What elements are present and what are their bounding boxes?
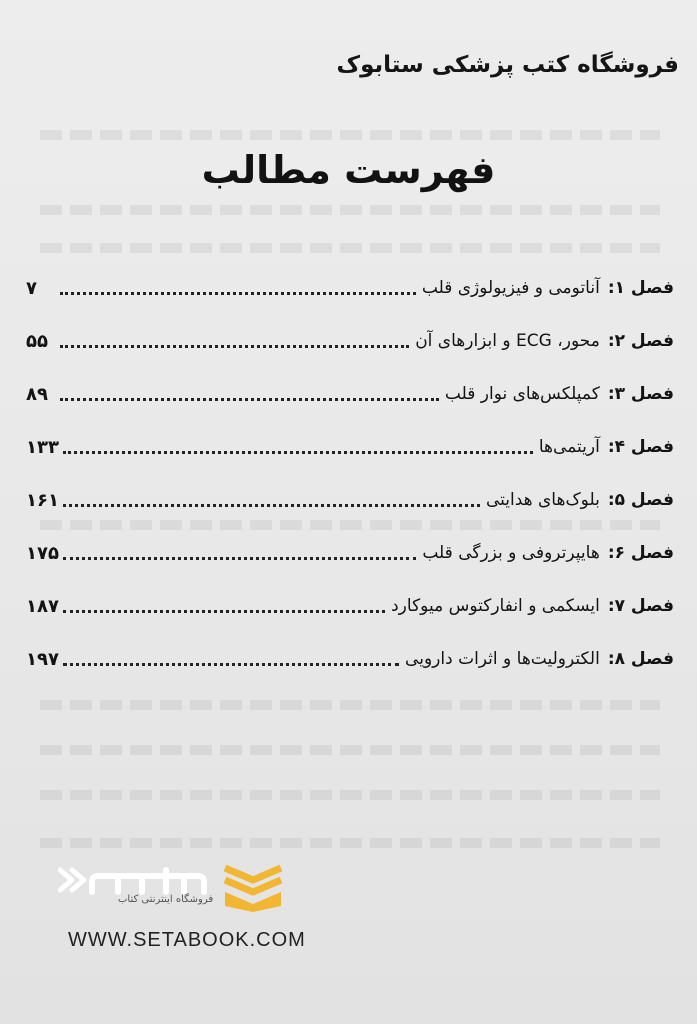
toc-chapter-title: بلوک‌های هدایتی xyxy=(485,490,600,510)
toc-chapter-number: فصل ۷: xyxy=(607,596,674,616)
toc-row xyxy=(26,429,674,465)
toc-page-number: ۱۷۵ xyxy=(26,542,59,564)
bleed-through-text xyxy=(40,205,660,215)
bleed-through-text xyxy=(40,745,660,755)
toc-chapter-title: ایسکمی و انفارکتوس میوکارد xyxy=(391,596,600,616)
toc-chapter-number: فصل ۳: xyxy=(607,384,674,404)
toc-page-number: ۱۸۷ xyxy=(26,595,59,617)
toc-chapter-title: آریتمی‌ها xyxy=(538,437,600,457)
toc-page-number: ۱۹۷ xyxy=(26,648,59,670)
toc-row xyxy=(26,641,674,677)
toc-chapter-number: فصل ۶: xyxy=(607,543,674,563)
toc-chapter-title: هایپرتروفی و بزرگی قلب xyxy=(422,543,600,563)
setabook-logo xyxy=(58,850,308,920)
toc-leader-dots xyxy=(63,439,533,454)
store-name-header: فروشگاه کتب پزشکی ستابوک xyxy=(336,52,679,78)
bleed-through-text xyxy=(40,520,660,530)
toc-row xyxy=(26,270,674,306)
logo-wordmark-icon xyxy=(58,856,210,914)
toc-page-number: ۸۹ xyxy=(26,383,48,405)
toc-leader-dots xyxy=(63,651,399,666)
toc-row xyxy=(26,376,674,412)
bleed-through-text xyxy=(40,243,660,253)
bleed-through-text xyxy=(40,130,660,140)
toc-page-number: ۵۵ xyxy=(26,330,48,352)
toc-leader-dots xyxy=(60,333,409,348)
toc-leader-dots xyxy=(60,386,439,401)
toc-row xyxy=(26,535,674,571)
toc-page-number: ۱۶۱ xyxy=(26,489,59,511)
toc-chapter-title: الکترولیت‌ها و اثرات دارویی xyxy=(405,649,600,669)
website-url: WWW.SETABOOK.COM xyxy=(68,929,306,951)
toc-chapter-number: فصل ۵: xyxy=(607,490,674,510)
toc-chapter-title: کمپلکس‌های نوار قلب xyxy=(444,384,600,404)
toc-leader-dots xyxy=(63,492,480,507)
toc-page-number: ۱۳۳ xyxy=(26,436,59,458)
toc-row xyxy=(26,323,674,359)
toc-page-number: ۷ xyxy=(26,277,37,299)
bleed-through-text xyxy=(40,790,660,800)
toc-leader-dots xyxy=(63,545,416,560)
toc-chapter-number: فصل ۲: xyxy=(607,331,674,351)
toc-row xyxy=(26,588,674,624)
toc-chapter-title: محور، ECG و ابزارهای آن xyxy=(415,331,600,351)
toc-leader-dots xyxy=(60,280,416,295)
logo-subtitle: فروشگاه اینترنتی کتاب xyxy=(118,894,214,905)
bleed-through-text xyxy=(40,838,660,848)
bleed-through-text xyxy=(40,700,660,710)
toc-chapter-number: فصل ۱: xyxy=(607,278,674,298)
toc-chapter-number: فصل ۸: xyxy=(607,649,674,669)
toc-chapter-title: آناتومی و فیزیولوژی قلب xyxy=(421,278,600,298)
toc-chapter-number: فصل ۴: xyxy=(607,437,674,457)
toc-leader-dots xyxy=(63,598,385,613)
toc-row xyxy=(26,482,674,518)
book-stack-icon xyxy=(221,858,285,914)
page-title: فهرست مطالب xyxy=(201,148,496,192)
